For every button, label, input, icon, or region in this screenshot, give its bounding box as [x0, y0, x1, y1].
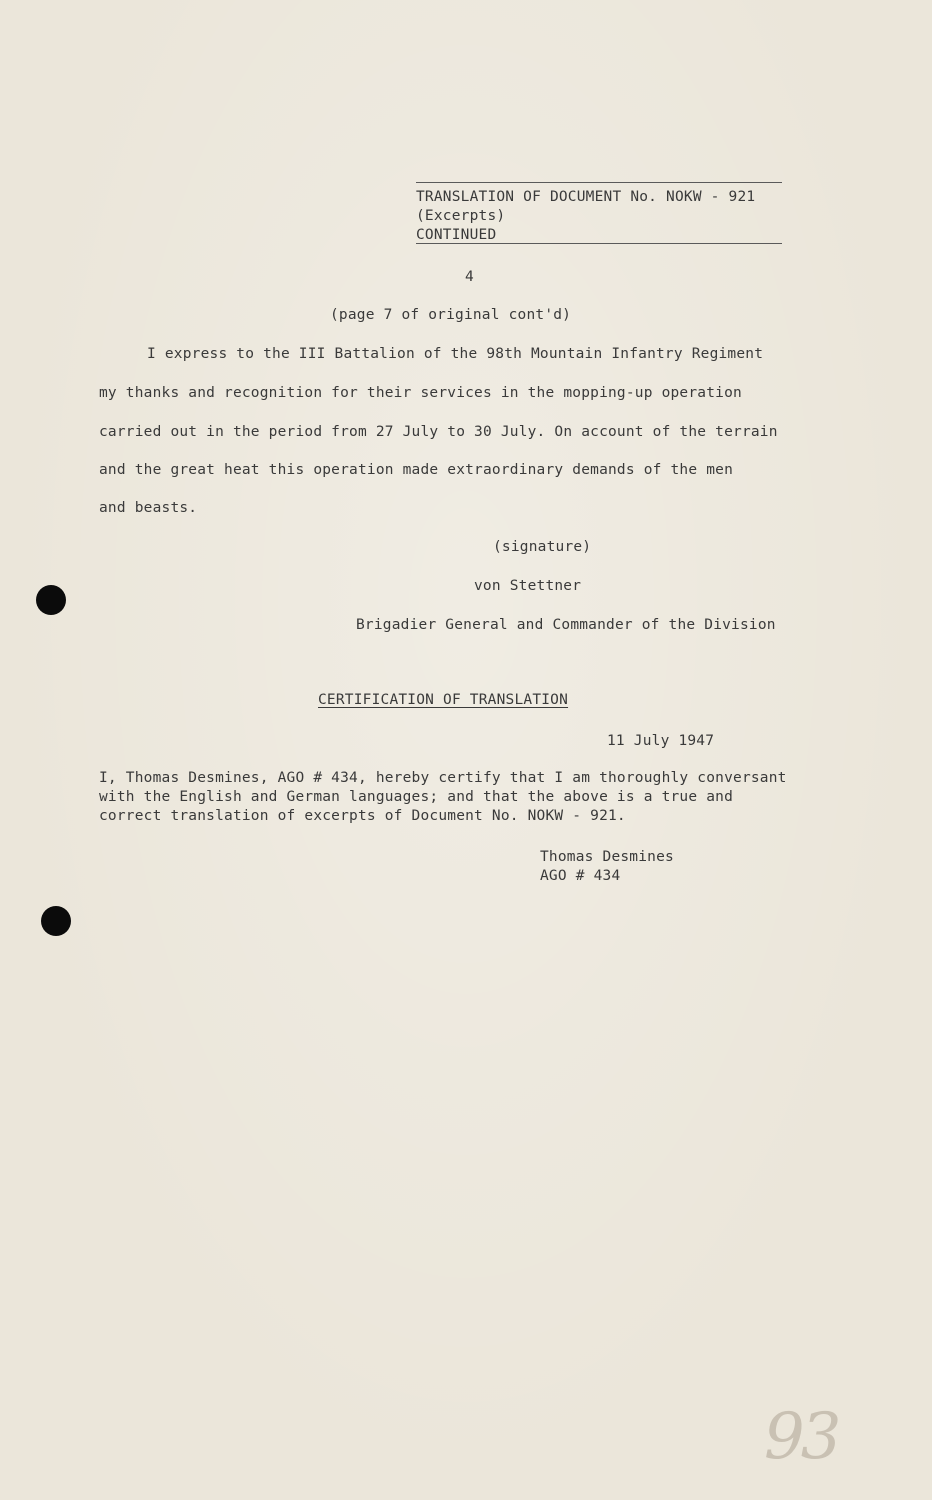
translator-name: Thomas Desmines — [540, 849, 674, 865]
signatory-title: Brigadier General and Commander of the Division — [356, 617, 776, 633]
body-line-4: and the great heat this operation made extraordinary demands of the men — [99, 462, 734, 478]
page-note: (page 7 of original cont'd) — [330, 307, 572, 323]
body-line-2: my thanks and recognition for their services in the mopping-up operation — [99, 385, 742, 401]
signature-mark: (signature) — [493, 539, 592, 555]
signatory-name: von Stettner — [474, 578, 582, 594]
certification-heading: CERTIFICATION OF TRANSLATION — [318, 692, 569, 708]
body-line-1: I express to the III Battalion of the 98th Mountain Infantry Regiment — [147, 346, 764, 362]
certification-line-2: with the English and German languages; and that the above is a true and — [99, 789, 734, 805]
header-bottom-rule — [416, 243, 782, 244]
certification-date: 11 July 1947 — [607, 733, 715, 749]
certification-line-1: I, Thomas Desmines, AGO # 434, hereby certify that I am thoroughly conversant — [99, 770, 787, 786]
body-line-5: and beasts. — [99, 500, 198, 516]
header-top-rule — [416, 182, 782, 183]
punch-hole-bottom — [41, 906, 71, 936]
header-title: TRANSLATION OF DOCUMENT No. NOKW - 921 — [416, 189, 756, 205]
header-continued: CONTINUED — [416, 227, 497, 243]
punch-hole-top — [36, 585, 66, 615]
header-subtitle: (Excerpts) — [416, 208, 506, 224]
page-number: 4 — [465, 269, 474, 285]
certification-line-3: correct translation of excerpts of Document No. NOKW - 921. — [99, 808, 626, 824]
translator-id: AGO # 434 — [540, 868, 621, 884]
handwritten-page-number: 93 — [764, 1400, 838, 1474]
body-line-3: carried out in the period from 27 July to 30 July. On account of the terrain — [99, 424, 778, 440]
